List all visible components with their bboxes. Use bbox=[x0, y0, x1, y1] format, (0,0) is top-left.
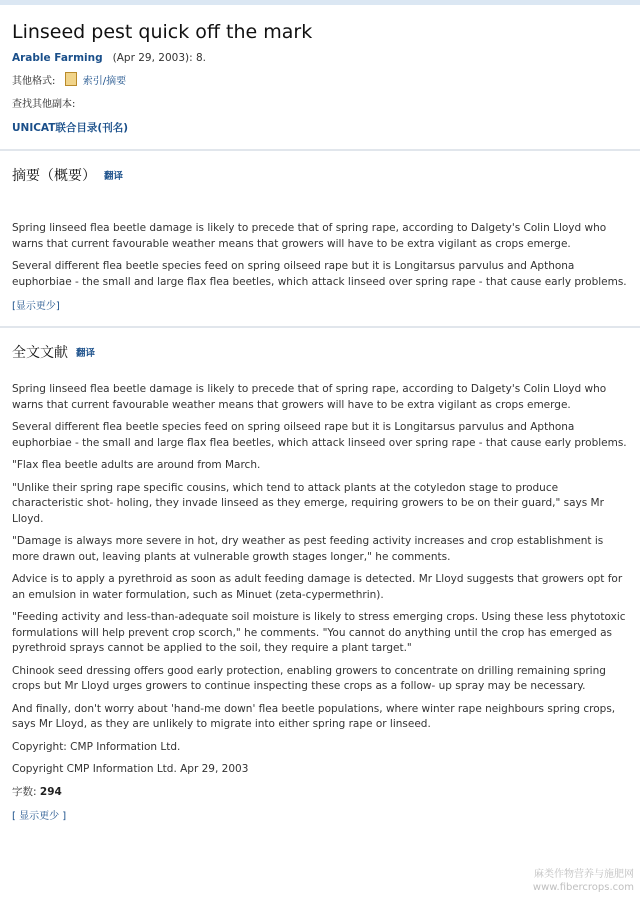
abstract-heading-text: 摘要（概要） bbox=[12, 168, 96, 184]
fulltext-paragraph: "Damage is always more severe in hot, dry weather as pest feeding activity increases and crop establishment is more drawn out, leaving plants at vulnerable growth stages longer," he comments. bbox=[12, 535, 604, 563]
top-bar bbox=[0, 0, 640, 5]
fulltext-paragraph: Advice is to apply a pyrethroid as soon as adult feeding damage is detected. Mr Lloyd suggests that growers opt for an emulsion in water formulation, such as Minuet (zeta-cypermethrin). bbox=[12, 573, 623, 601]
fulltext-paragraph: Several different flea beetle species feed on spring oilseed rape but it is Longitarsus parvulus and Apthona euphorbiae - the small and large flax flea beetles, which attack linseed over spring rape - that cause early problems. bbox=[12, 421, 627, 449]
document-icon bbox=[65, 72, 77, 86]
abstract-heading bbox=[12, 165, 628, 185]
watermark-line: www.fibercrops.com bbox=[532, 882, 634, 893]
index-abstract-link[interactable]: 索引/摘要 bbox=[82, 76, 127, 87]
source-line bbox=[12, 52, 628, 64]
other-formats-label: 其他格式: bbox=[12, 76, 56, 87]
publication-link[interactable]: Arable Farming bbox=[12, 52, 103, 64]
word-count-value: 294 bbox=[39, 785, 62, 798]
copyright-line: Copyright CMP Information Ltd. Apr 29, 2003 bbox=[12, 763, 249, 775]
unicat-link[interactable]: UNICAT联合目录(刊名) bbox=[12, 122, 128, 134]
fulltext-translate-link[interactable]: 翻译 bbox=[76, 348, 96, 359]
watermark-line: 麻类作物营养与施肥网 bbox=[534, 869, 634, 880]
abstract-translate-link[interactable]: 翻译 bbox=[104, 171, 124, 182]
fulltext-heading-text: 全文文献 bbox=[12, 345, 68, 361]
word-count-label: 字数: bbox=[12, 785, 37, 798]
abstract-section bbox=[12, 165, 628, 312]
fulltext-paragraph: "Unlike their spring rape specific cousins, which tend to attack plants at the cotyledon stage to produce characteristic shot- holing, they invade linseed as they emerge, requiring growers to be on their guard," says Mr Lloyd. bbox=[12, 481, 604, 525]
fulltext-section bbox=[12, 342, 628, 822]
document bbox=[12, 18, 628, 822]
fulltext-paragraph: Spring linseed flea beetle damage is likely to precede that of spring rape, according to Dalgety's Colin Lloyd who warns that current favourable weather means that growers will have to be extra vigilant as crops emerge. bbox=[12, 383, 607, 411]
divider bbox=[0, 149, 640, 151]
find-copies-label: 查找其他副本: bbox=[12, 99, 76, 110]
abstract-paragraph: Several different flea beetle species feed on spring oilseed rape but it is Longitarsus parvulus and Apthona euphorbiae - the small and large flax flea beetles, which attack linseed over spring rape - that cause early problems. bbox=[12, 260, 627, 288]
page-title: Linseed pest quick off the mark bbox=[12, 21, 313, 43]
fulltext-paragraph: "Feeding activity and less-than-adequate soil moisture is likely to stress emerging crops. Using these less phytotoxic formulations will help prevent crop scorch," he comments. "You cannot do anything until the crop has emerged as pyrethroid sprays cannot be applied to the soil, they require a plant target." bbox=[12, 611, 626, 654]
word-count bbox=[12, 785, 628, 801]
site-watermark bbox=[533, 868, 634, 894]
divider bbox=[0, 326, 640, 328]
fulltext-paragraph: And finally, don't worry about 'hand-me down' flea beetle populations, where winter rape neighbours spring crops, says Mr Lloyd, as they are unlikely to migrate into either spring rape or linseed. bbox=[12, 702, 616, 730]
fulltext-paragraph: "Flax flea beetle adults are around from March. bbox=[12, 459, 261, 471]
abstract-paragraph: Spring linseed flea beetle damage is likely to precede that of spring rape, according to Dalgety's Colin Lloyd who warns that current favourable weather means that growers will have to be extra vigilant as crops emerge. bbox=[12, 222, 607, 250]
fulltext-body bbox=[12, 382, 628, 822]
other-formats bbox=[12, 72, 628, 87]
copyright-line: Copyright: CMP Information Ltd. bbox=[12, 740, 181, 753]
fulltext-show-less-link[interactable]: [ 显示更少 ] bbox=[12, 811, 67, 822]
abstract-show-less-link[interactable]: [显示更少] bbox=[12, 301, 60, 312]
abstract-body bbox=[12, 221, 628, 312]
find-copies bbox=[12, 95, 628, 110]
publication-details: (Apr 29, 2003): 8. bbox=[112, 52, 207, 64]
fulltext-heading bbox=[12, 342, 628, 362]
fulltext-paragraph: Chinook seed dressing offers good early protection, enabling growers to concentrate on drilling remaining spring crops but Mr Lloyd urges growers to continue inspecting these crops as a follow- up spray may be necessary. bbox=[12, 664, 606, 692]
